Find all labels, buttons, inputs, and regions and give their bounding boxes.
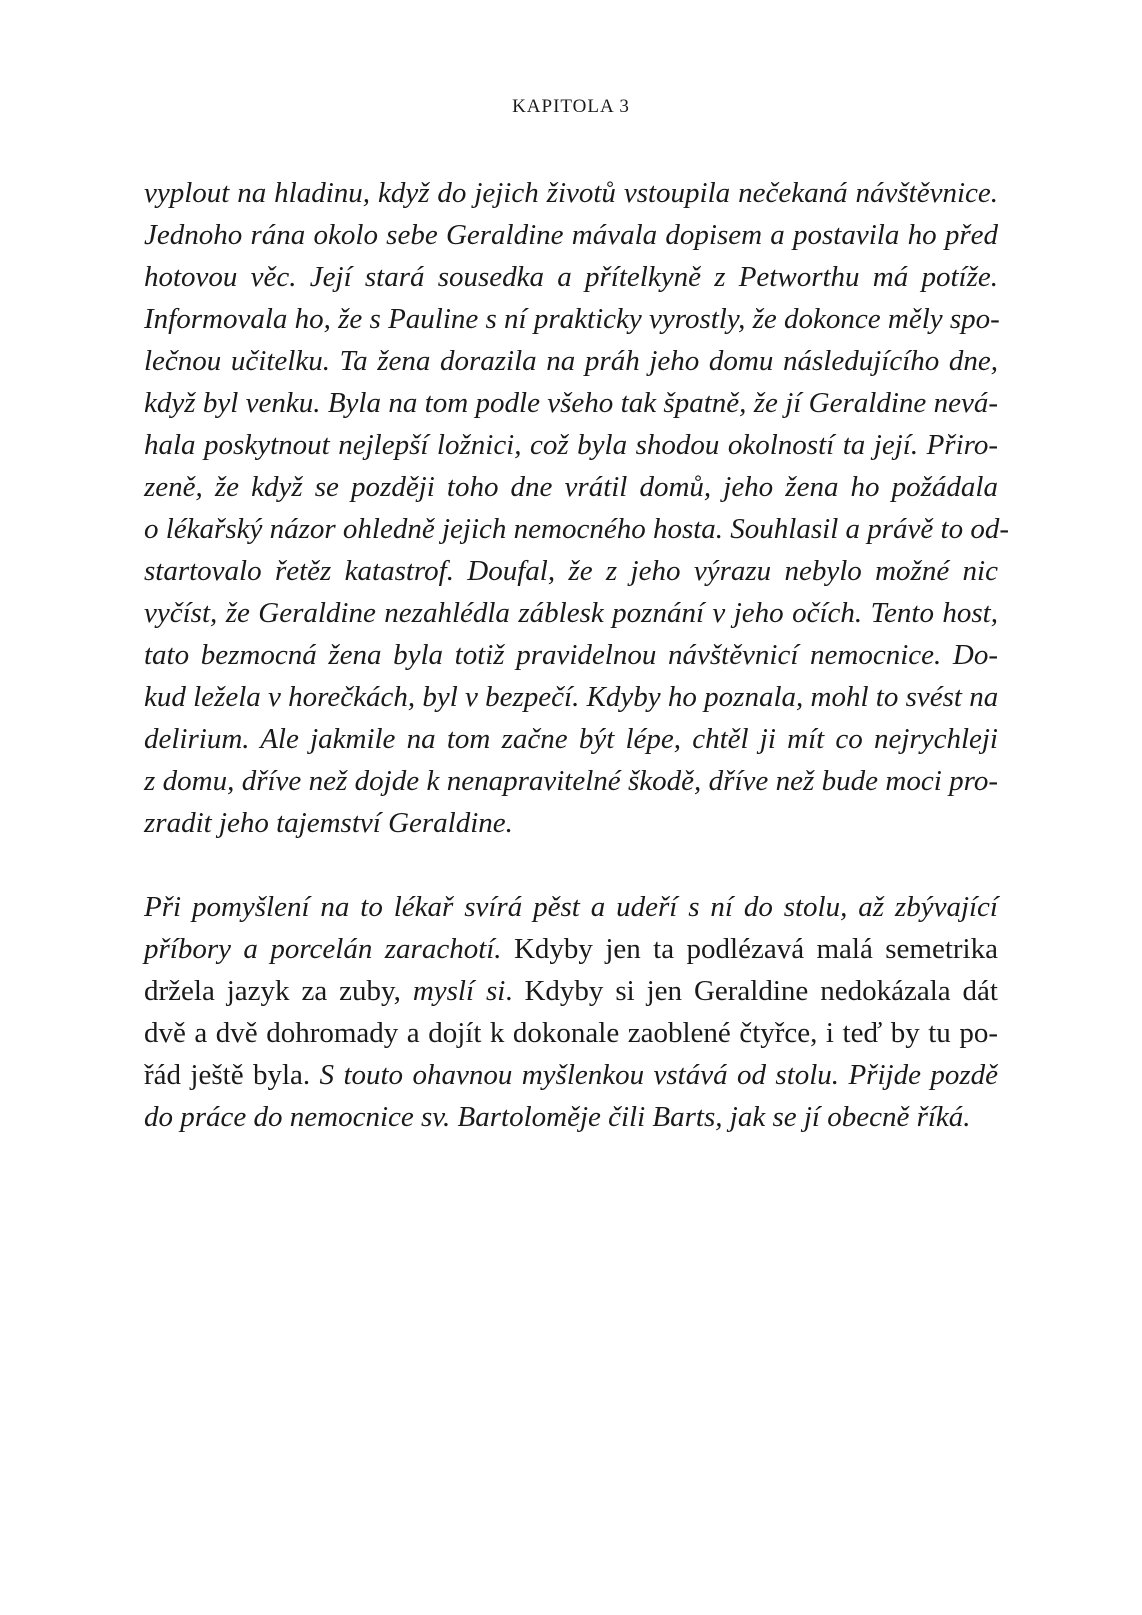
- text-line: [144, 928, 998, 970]
- text-line: vyčíst, že Geraldine nezahlédla záblesk poznání v jeho očích. Tento host,: [144, 597, 998, 629]
- text-line: tato bezmocná žena byla totiž pravidelnou návštěvnicí nemocnice. Do-: [144, 639, 998, 671]
- italic-run: S touto ohavnou myšlenkou vstává od stolu. Přijde pozdě: [319, 1059, 998, 1091]
- body-text: [144, 172, 1010, 1138]
- italic-run: myslí si: [412, 975, 506, 1007]
- running-head: KAPITOLA 3: [512, 96, 630, 117]
- roman-run: . Kdyby si jen Geraldine nedokázala dát: [505, 975, 998, 1007]
- text-line: zradit jeho tajemství Geraldine.: [144, 807, 513, 839]
- paragraph-break: [144, 844, 998, 886]
- text-line: z domu, dříve než dojde k nenapravitelné škodě, dříve než bude moci pro-: [144, 765, 998, 797]
- text-line: [144, 1054, 998, 1096]
- text-line: dvě a dvě dohromady a dojít k dokonale zaoblené čtyřce, i teď by tu po-: [144, 1017, 998, 1049]
- text-line: hala poskytnout nejlepší ložnici, což byla shodou okolností ta její. Přiro-: [144, 429, 998, 461]
- text-line: vyplout na hladinu, když do jejich životů vstoupila nečekaná návštěvnice.: [144, 177, 998, 209]
- roman-run: řád ještě byla.: [144, 1059, 320, 1091]
- paragraph-1: [144, 172, 1010, 844]
- text-line: když byl venku. Byla na tom podle všeho tak špatně, že jí Geraldine nevá-: [144, 387, 998, 419]
- text-line: lečnou učitelku. Ta žena dorazila na práh jeho domu následujícího dne,: [144, 345, 998, 377]
- roman-run: držela jazyk za zuby,: [144, 975, 413, 1007]
- text-line: Informovala ho, že s Pauline s ní prakticky vyrostly, že dokonce měly spo-: [144, 303, 1000, 335]
- paragraph-2: [144, 886, 998, 1138]
- text-line: Jednoho rána okolo sebe Geraldine mávala dopisem a postavila ho před: [144, 219, 998, 251]
- text-line: Při pomyšlení na to lékař svírá pěst a udeří s ní do stolu, až zbývající: [144, 891, 998, 923]
- text-line: zeně, že když se později toho dne vrátil domů, jeho žena ho požádala: [144, 471, 998, 503]
- text-line: kud ležela v horečkách, byl v bezpečí. Kdyby ho poznala, mohl to svést na: [144, 681, 999, 713]
- italic-run: příbory a porcelán zarachotí.: [144, 933, 502, 965]
- text-line: [144, 970, 998, 1012]
- text-line: startovalo řetěz katastrof. Doufal, že z jeho výrazu nebylo možné nic: [144, 555, 998, 587]
- text-line: o lékařský názor ohledně jejich nemocného hosta. Souhlasil a právě to od-: [144, 513, 1010, 545]
- text-line: hotovou věc. Její stará sousedka a přítelkyně z Petworthu má potíže.: [144, 261, 998, 293]
- text-line: delirium. Ale jakmile na tom začne být lépe, chtěl ji mít co nejrychleji: [144, 723, 998, 755]
- roman-run: Kdyby jen ta podlézavá malá semetrika: [501, 933, 998, 965]
- text-line: do práce do nemocnice sv. Bartoloměje čili Barts, jak se jí obecně říká.: [144, 1101, 971, 1133]
